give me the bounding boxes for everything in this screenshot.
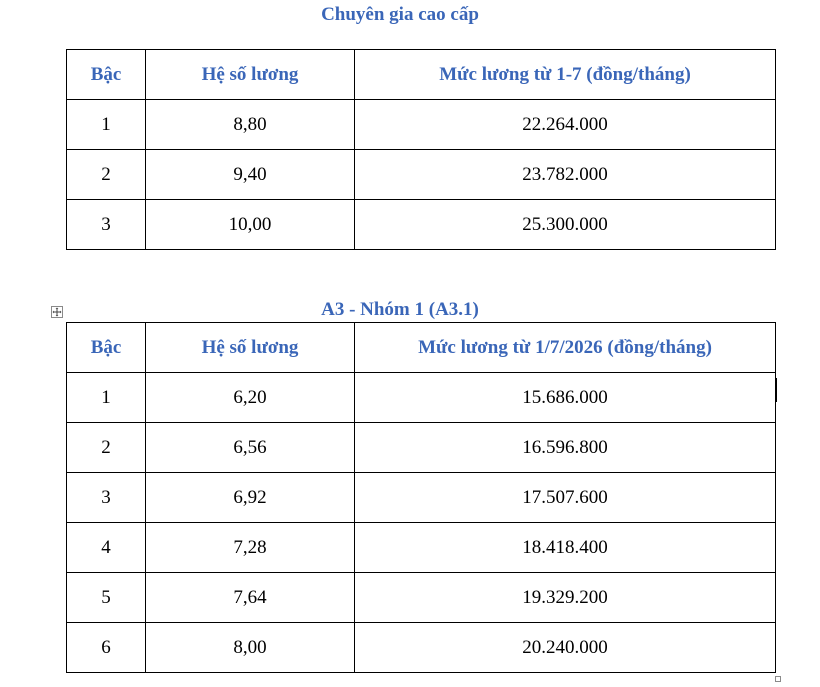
cell-coefficient: 9,40 [146,150,355,200]
salary-table-senior-expert [66,49,776,250]
table-row [67,373,776,423]
cell-grade: 5 [67,573,146,623]
header-salary: Mức lương từ 1/7/2026 (đồng/tháng) [355,323,776,373]
cell-salary: 17.507.600 [355,473,776,523]
cell-coefficient: 10,00 [146,200,355,250]
cell-grade: 3 [67,473,146,523]
header-coefficient: Hệ số lương [146,50,355,100]
table-row [67,150,776,200]
cell-coefficient: 6,92 [146,473,355,523]
table-row [67,573,776,623]
cell-coefficient: 6,56 [146,423,355,473]
cell-grade: 2 [67,150,146,200]
resize-handle-icon[interactable] [775,676,781,682]
salary-table-a3-group1 [66,322,776,673]
cell-coefficient: 7,28 [146,523,355,573]
cell-salary: 20.240.000 [355,623,776,673]
header-salary: Mức lương từ 1-7 (đồng/tháng) [355,50,776,100]
cell-salary: 22.264.000 [355,100,776,150]
cell-salary: 18.418.400 [355,523,776,573]
table-header-row [67,323,776,373]
cell-salary: 16.596.800 [355,423,776,473]
cell-grade: 3 [67,200,146,250]
header-grade: Bậc [67,50,146,100]
cell-coefficient: 8,00 [146,623,355,673]
table-row [67,473,776,523]
table1-title: Chuyên gia cao cấp [321,4,479,25]
table-row [67,523,776,573]
cell-coefficient: 8,80 [146,100,355,150]
cell-grade: 4 [67,523,146,573]
header-coefficient: Hệ số lương [146,323,355,373]
header-grade: Bậc [67,323,146,373]
table-row [67,100,776,150]
table2-title: A3 - Nhóm 1 (A3.1) [321,299,479,320]
cell-coefficient: 7,64 [146,573,355,623]
cell-salary: 25.300.000 [355,200,776,250]
cell-coefficient: 6,20 [146,373,355,423]
cell-salary: 15.686.000 [355,373,776,423]
table-row [67,423,776,473]
table-row [67,623,776,673]
table-header-row [67,50,776,100]
cell-grade: 2 [67,423,146,473]
cell-salary: 23.782.000 [355,150,776,200]
table-row [67,200,776,250]
cell-grade: 6 [67,623,146,673]
cell-grade: 1 [67,100,146,150]
cell-grade: 1 [67,373,146,423]
text-cursor [776,378,777,402]
cell-salary: 19.329.200 [355,573,776,623]
